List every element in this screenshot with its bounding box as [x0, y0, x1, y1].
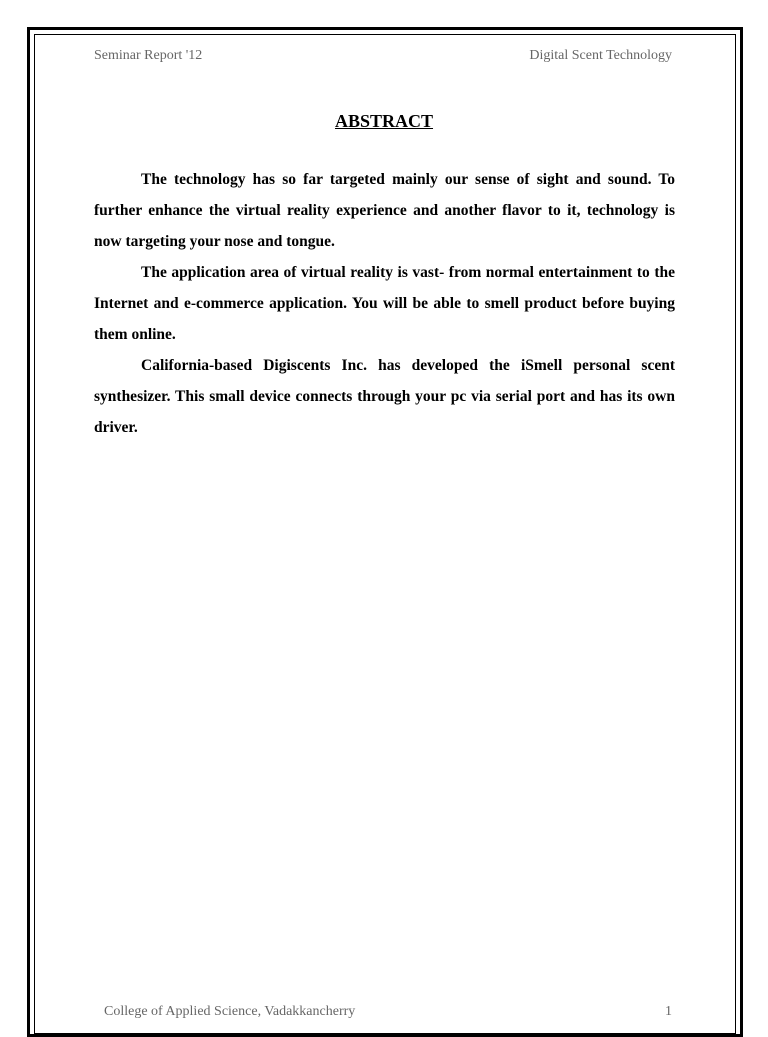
paragraph-2: The application area of virtual reality is vast- from normal entertainment to the Internet and e-commerce application. You will be able to smell product before buying them online.	[94, 264, 675, 343]
abstract-body	[94, 164, 675, 443]
header-report-label: Seminar Report '12	[94, 48, 203, 63]
page-title: ABSTRACT	[334, 111, 434, 131]
footer-institution: College of Applied Science, Vadakkancherry	[104, 1004, 356, 1019]
footer-page-number: 1	[665, 1004, 672, 1019]
paragraph-1: The technology has so far targeted mainly our sense of sight and sound. To further enhance the virtual reality experience and another flavor to it, technology is now targeting your nose and tongue.	[94, 171, 675, 250]
paragraph-3: California-based Digiscents Inc. has developed the iSmell personal scent synthesizer. This small device connects through your pc via serial port and has its own driver.	[94, 357, 675, 436]
header-topic-label: Digital Scent Technology	[529, 48, 672, 63]
